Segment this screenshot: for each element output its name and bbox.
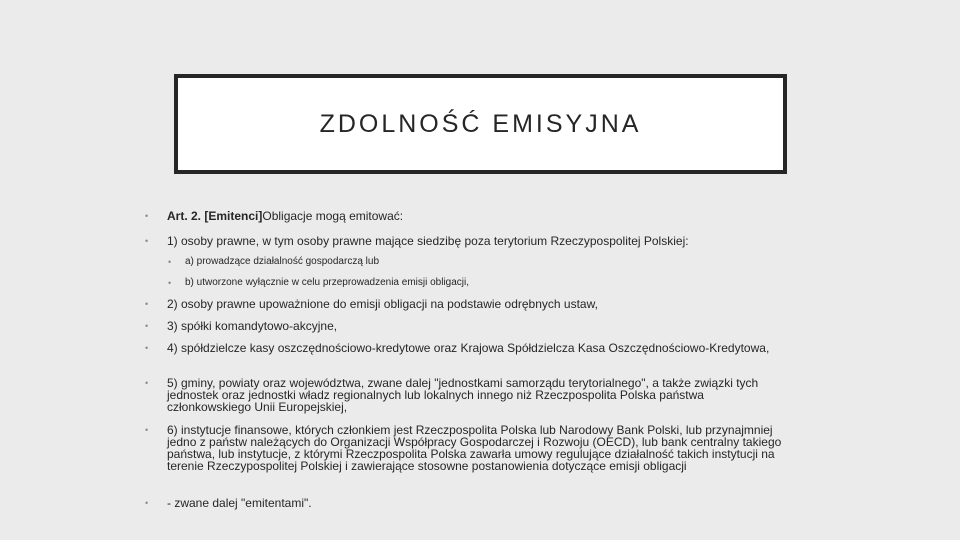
item-text: 2) osoby prawne upoważnione do emisji obligacji na podstawie odrębnych ustaw, xyxy=(167,297,598,311)
slide-title: ZDOLNOŚĆ EMISYJNA xyxy=(319,109,642,138)
item-text: 5) gminy, powiaty oraz województwa, zwane dalej "jednostkami samorządu terytorialnego", a także związki tych jednostek oraz jednostki władz regionalnych lub lokalnych innego niż Rzeczpospolita Polska państwa członkowskiego Unii Europejskiej, xyxy=(167,376,759,414)
bullet-icon: • xyxy=(145,236,149,246)
item-text xyxy=(167,210,782,222)
item-text: 4) spółdzielcze kasy oszczędnościowo-kredytowe oraz Krajowa Spółdzielcza Kasa Oszczędnościowo-Kredytowa, xyxy=(167,341,770,355)
item-text: - zwane dalej "emitentami". xyxy=(167,496,312,510)
bullet-icon: • xyxy=(168,257,172,267)
item-text-body: Obligacje mogą emitować: xyxy=(262,209,404,223)
item-text: a) prowadzące działalność gospodarczą lub xyxy=(185,256,380,267)
title-box xyxy=(174,74,787,174)
bullet-icon: • xyxy=(145,498,149,508)
bullet-icon: • xyxy=(145,211,149,221)
bullet-icon: • xyxy=(168,278,172,288)
item-text: 1) osoby prawne, w tym osoby prawne mające siedzibę poza terytorium Rzeczypospolitej Polskiej: xyxy=(167,234,689,248)
item-text: 6) instytucje finansowe, których członkiem jest Rzeczpospolita Polska lub Narodowy Bank Polski, lub przynajmniej jedno z państw należących do Organizacji Współpracy Gospodarczej i Rozwoju (OECD), lub bank centralny takiego państwa, lub instytucje, z którymi Rzeczpospolita Polska zawarła umowy regulujące działalność takich instytucji na terenie Rzeczypospolitej Polskiej i zawierające stosowne postanowienia dotyczące emisji obligacji xyxy=(167,423,782,473)
item-text: b) utworzone wyłącznie w celu przeprowadzenia emisji obligacji, xyxy=(185,277,470,288)
bullet-icon: • xyxy=(145,299,149,309)
article-label: Art. 2. [Emitenci] xyxy=(167,209,263,223)
item-text: 3) spółki komandytowo-akcyjne, xyxy=(167,319,338,333)
bullet-icon: • xyxy=(145,343,149,353)
bullet-icon: • xyxy=(145,425,149,435)
bullet-icon: • xyxy=(145,378,149,388)
bullet-icon: • xyxy=(145,321,149,331)
